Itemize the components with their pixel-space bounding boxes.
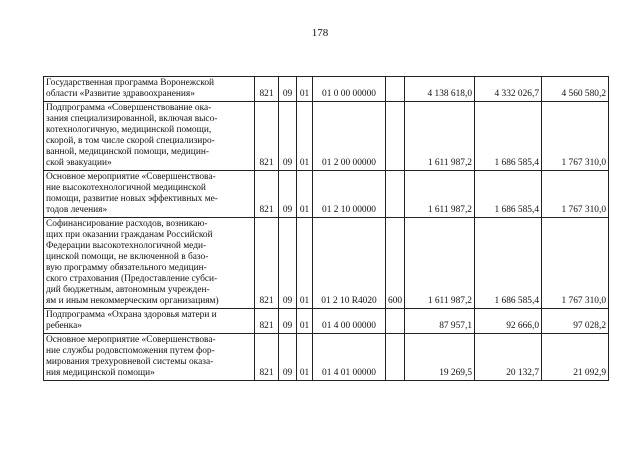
- amount-year-3: 97 028,2: [542, 309, 609, 334]
- grbs-code: 821: [255, 102, 279, 171]
- grbs-code: 821: [255, 171, 279, 218]
- subsection-code: 01: [297, 334, 313, 381]
- budget-table: [43, 76, 609, 381]
- row-name-line: щих при оказании гражданам Российской: [46, 230, 213, 240]
- amount-year-3: 1 767 310,0: [542, 171, 609, 218]
- row-name: [44, 309, 255, 334]
- row-name-line: Софинансирование расходов, возникаю-: [46, 219, 208, 229]
- target-article-code: 01 4 00 00000: [313, 309, 386, 334]
- row-name-line: ние службы родовспоможения путем фор-: [46, 346, 215, 356]
- target-article-code: 01 2 10 R4020: [313, 218, 386, 309]
- grbs-code: 821: [255, 218, 279, 309]
- row-name-line: Основное мероприятие «Совершенствова-: [46, 335, 216, 345]
- amount-year-2: 1 686 585,4: [475, 171, 542, 218]
- row-name-line: ского страхования (Предоставление субси-: [46, 274, 218, 284]
- row-name-line: Подпрограмма «Совершенствование ока-: [46, 103, 212, 113]
- target-article-code: 01 2 10 00000: [313, 171, 386, 218]
- page-number: 178: [311, 27, 329, 39]
- row-name-line: ям и иным некоммерческим организациям): [46, 296, 219, 306]
- row-name-line: Федерации высокотехнологичной меди-: [46, 241, 207, 251]
- row-name-line: Основное мероприятие «Совершенствова-: [46, 172, 216, 182]
- amount-year-1: 1 611 987,2: [405, 171, 475, 218]
- row-name-line: тодов лечения»: [46, 205, 108, 215]
- grbs-code: 821: [255, 309, 279, 334]
- row-name: [44, 77, 255, 102]
- row-name-line: ребенка»: [46, 321, 82, 331]
- expense-type-code: [386, 309, 405, 334]
- target-article-code: 01 4 01 00000: [313, 334, 386, 381]
- row-name: [44, 334, 255, 381]
- row-name-line: Подпрограмма «Охрана здоровья матери и: [46, 310, 217, 320]
- grbs-code: 821: [255, 334, 279, 381]
- section-code: 09: [279, 309, 297, 334]
- expense-type-code: 600: [386, 218, 405, 309]
- table-row: [44, 309, 609, 334]
- subsection-code: 01: [297, 102, 313, 171]
- amount-year-3: 4 560 580,2: [542, 77, 609, 102]
- row-name: [44, 102, 255, 171]
- amount-year-1: 87 957,1: [405, 309, 475, 334]
- row-name-line: дий бюджетным, автономным учрежден-: [46, 285, 210, 295]
- row-name: [44, 171, 255, 218]
- section-code: 09: [279, 218, 297, 309]
- amount-year-3: 1 767 310,0: [542, 102, 609, 171]
- row-name-line: вую программу обязательного медицин-: [46, 263, 207, 273]
- row-name-line: ванной, медицинской помощи, медицин-: [46, 147, 209, 157]
- table-row: [44, 334, 609, 381]
- expense-type-code: [386, 77, 405, 102]
- subsection-code: 01: [297, 77, 313, 102]
- subsection-code: 01: [297, 171, 313, 218]
- row-name-line: ния медицинской помощи»: [46, 368, 155, 378]
- amount-year-1: 19 269,5: [405, 334, 475, 381]
- section-code: 09: [279, 334, 297, 381]
- section-code: 09: [279, 77, 297, 102]
- amount-year-1: 1 611 987,2: [405, 102, 475, 171]
- row-name-line: скорой, в том числе скорой специализиро-: [46, 136, 215, 146]
- row-name-line: помощи, развитие новых эффективных ме-: [46, 194, 218, 204]
- row-name-line: мирования трехуровневой системы оказа-: [46, 357, 214, 367]
- subsection-code: 01: [297, 218, 313, 309]
- amount-year-2: 1 686 585,4: [475, 102, 542, 171]
- expense-type-code: [386, 102, 405, 171]
- expense-type-code: [386, 334, 405, 381]
- row-name-line: Государственная программа Воронежской: [46, 78, 215, 88]
- row-name-line: ской эвакуации»: [46, 158, 112, 168]
- grbs-code: 821: [255, 77, 279, 102]
- table-row: [44, 171, 609, 218]
- amount-year-2: 20 132,7: [475, 334, 542, 381]
- amount-year-2: 1 686 585,4: [475, 218, 542, 309]
- table-row: [44, 218, 609, 309]
- row-name: [44, 218, 255, 309]
- expense-type-code: [386, 171, 405, 218]
- row-name-line: области «Развитие здравоохранения»: [46, 89, 195, 99]
- amount-year-3: 21 092,9: [542, 334, 609, 381]
- amount-year-2: 92 666,0: [475, 309, 542, 334]
- row-name-line: зания специализированной, включая высо-: [46, 114, 218, 124]
- target-article-code: 01 2 00 00000: [313, 102, 386, 171]
- section-code: 09: [279, 102, 297, 171]
- subsection-code: 01: [297, 309, 313, 334]
- table-row: [44, 77, 609, 102]
- target-article-code: 01 0 00 00000: [313, 77, 386, 102]
- table-row: [44, 102, 609, 171]
- amount-year-2: 4 332 026,7: [475, 77, 542, 102]
- amount-year-1: 4 138 618,0: [405, 77, 475, 102]
- row-name-line: котехнологичную, медицинской помощи,: [46, 125, 212, 135]
- section-code: 09: [279, 171, 297, 218]
- amount-year-1: 1 611 987,2: [405, 218, 475, 309]
- amount-year-3: 1 767 310,0: [542, 218, 609, 309]
- row-name-line: цинской помощи, не включенной в базо-: [46, 252, 209, 262]
- row-name-line: ние высокотехнологичной медицинской: [46, 183, 206, 193]
